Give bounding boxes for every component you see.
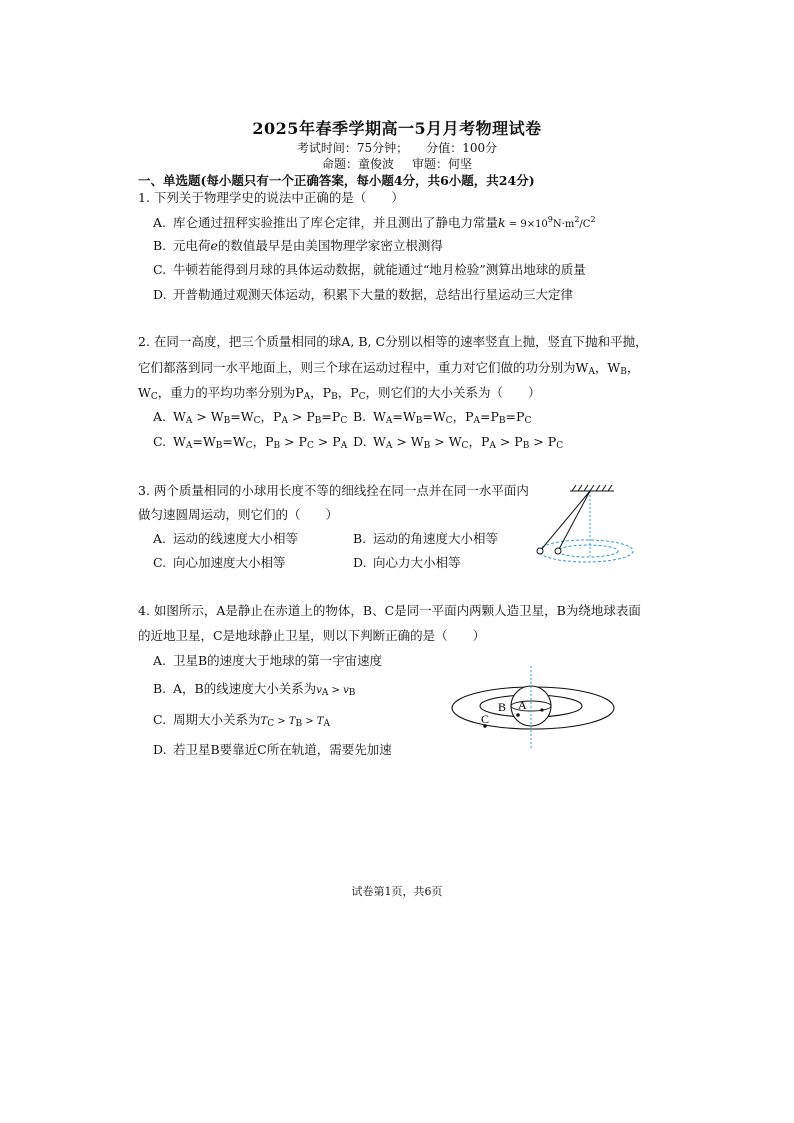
q2-stem-line1: 2. 在同一高度，把三个质量相同的球A, B, C分别以相等的速率竖直上抛，竖直下抛和平抛， bbox=[138, 334, 648, 349]
q2-option-d: D. $W_A > W_B > W_C$，$P_A > P_B > P_C$ bbox=[353, 434, 564, 451]
q4-option-a: A. 卫星B的速度大于地球的第一宇宙速度 bbox=[153, 653, 383, 668]
exam-info-line bbox=[0, 139, 794, 156]
q4-stem-line2: 的近地卫星，C是地球静止卫星，则以下判断正确的是（ ） bbox=[138, 628, 486, 643]
q1-stem: 1. 下列关于物理学史的说法中正确的是（ ） bbox=[138, 190, 404, 205]
q2-option-b: B. $W_A=W_B=W_C$，$P_A=P_B=P_C$ bbox=[353, 409, 532, 426]
q3-option-a: A. 运动的线速度大小相等 bbox=[153, 531, 299, 546]
long-string bbox=[540, 491, 590, 551]
q4-option-b: B. A，B的线速度大小关系为$v_A > v_B$ bbox=[153, 681, 356, 698]
exam-score: 分值：100分 bbox=[426, 141, 498, 155]
page-footer: 试卷第1页，共6页 bbox=[351, 885, 443, 898]
q2-stem-line2: 它们都落到同一水平地面上，则三个球在运动过程中，重力对它们做的功分别为$W_A$，$W_B$， bbox=[138, 360, 640, 377]
q1-option-b: B. 元电荷e的数值最早是由美国物理学家密立根测得 bbox=[153, 238, 443, 253]
satellite-b-dot bbox=[516, 713, 520, 717]
ball-2 bbox=[555, 548, 561, 554]
q2-option-c: C. $W_A=W_B=W_C$，$P_B > P_C > P_A$ bbox=[153, 434, 348, 451]
label-b: B bbox=[498, 700, 507, 714]
q1-option-c: C. 牛顿若能得到月球的具体运动数据，就能通过“地月检验”测算出地球的质量 bbox=[153, 262, 586, 277]
object-a-dot bbox=[540, 708, 543, 711]
q2-option-a: A. $W_A > W_B=W_C$，$P_A > P_B=P_C$ bbox=[153, 409, 348, 426]
q3-stem-line2: 做匀速圆周运动，则它们的（ ） bbox=[138, 507, 339, 522]
q1-option-d: D. 开普勒通过观测天体运动，积累下大量的数据，总结出行星运动三大定律 bbox=[153, 287, 574, 302]
ball-1 bbox=[537, 548, 543, 554]
short-string bbox=[558, 491, 590, 551]
q2-stem-line3: $W_C$，重力的平均功率分别为$P_A$，$P_B$，$P_C$，则它们的大小关系为（ ） bbox=[138, 385, 541, 402]
q3-option-b: B. 运动的角速度大小相等 bbox=[353, 531, 499, 546]
q1-option-a: A. 库仑通过扭秤实验推出了库仑定律，并且测出了静电力常量$k = 9\times 10^9N\cdot m^2/C^2$ bbox=[153, 215, 596, 230]
large-orbit bbox=[539, 540, 633, 562]
q3-option-d: D. 向心力大小相等 bbox=[353, 555, 461, 570]
q4-stem-line1: 4. 如图所示，A是静止在赤道上的物体，B、C是同一平面内两颗人造卫星，B为绕地球表面 bbox=[138, 603, 641, 618]
q4-option-d: D. 若卫星B要靠近C所在轨道，需要先加速 bbox=[153, 742, 392, 757]
q3-option-c: C. 向心加速度大小相等 bbox=[153, 555, 286, 570]
page-title: 2025年春季学期高一5月月考物理试卷 bbox=[252, 119, 542, 138]
label-c: C bbox=[481, 712, 490, 726]
ceiling-hatch bbox=[570, 485, 614, 491]
reviewer: 审题：何坚 bbox=[412, 157, 473, 171]
q4-option-c: C. 周期大小关系为$T_C > T_B > T_A$ bbox=[153, 712, 331, 729]
section-heading: 一、单选题(每小题只有一个正确答案，每小题4分，共6小题，共24分) bbox=[138, 173, 535, 188]
q3-conical-pendulum-figure bbox=[530, 484, 640, 574]
small-orbit bbox=[558, 545, 618, 557]
q4-satellite-orbits-figure bbox=[450, 664, 620, 752]
q3-stem-line1: 3. 两个质量相同的小球用长度不等的细线拴在同一点并在同一水平面内 bbox=[138, 483, 529, 498]
label-a: A bbox=[518, 698, 527, 712]
setter: 命题：童俊波 bbox=[321, 157, 394, 171]
authors-line bbox=[0, 155, 794, 172]
exam-time: 考试时间：75分钟； bbox=[296, 141, 409, 155]
